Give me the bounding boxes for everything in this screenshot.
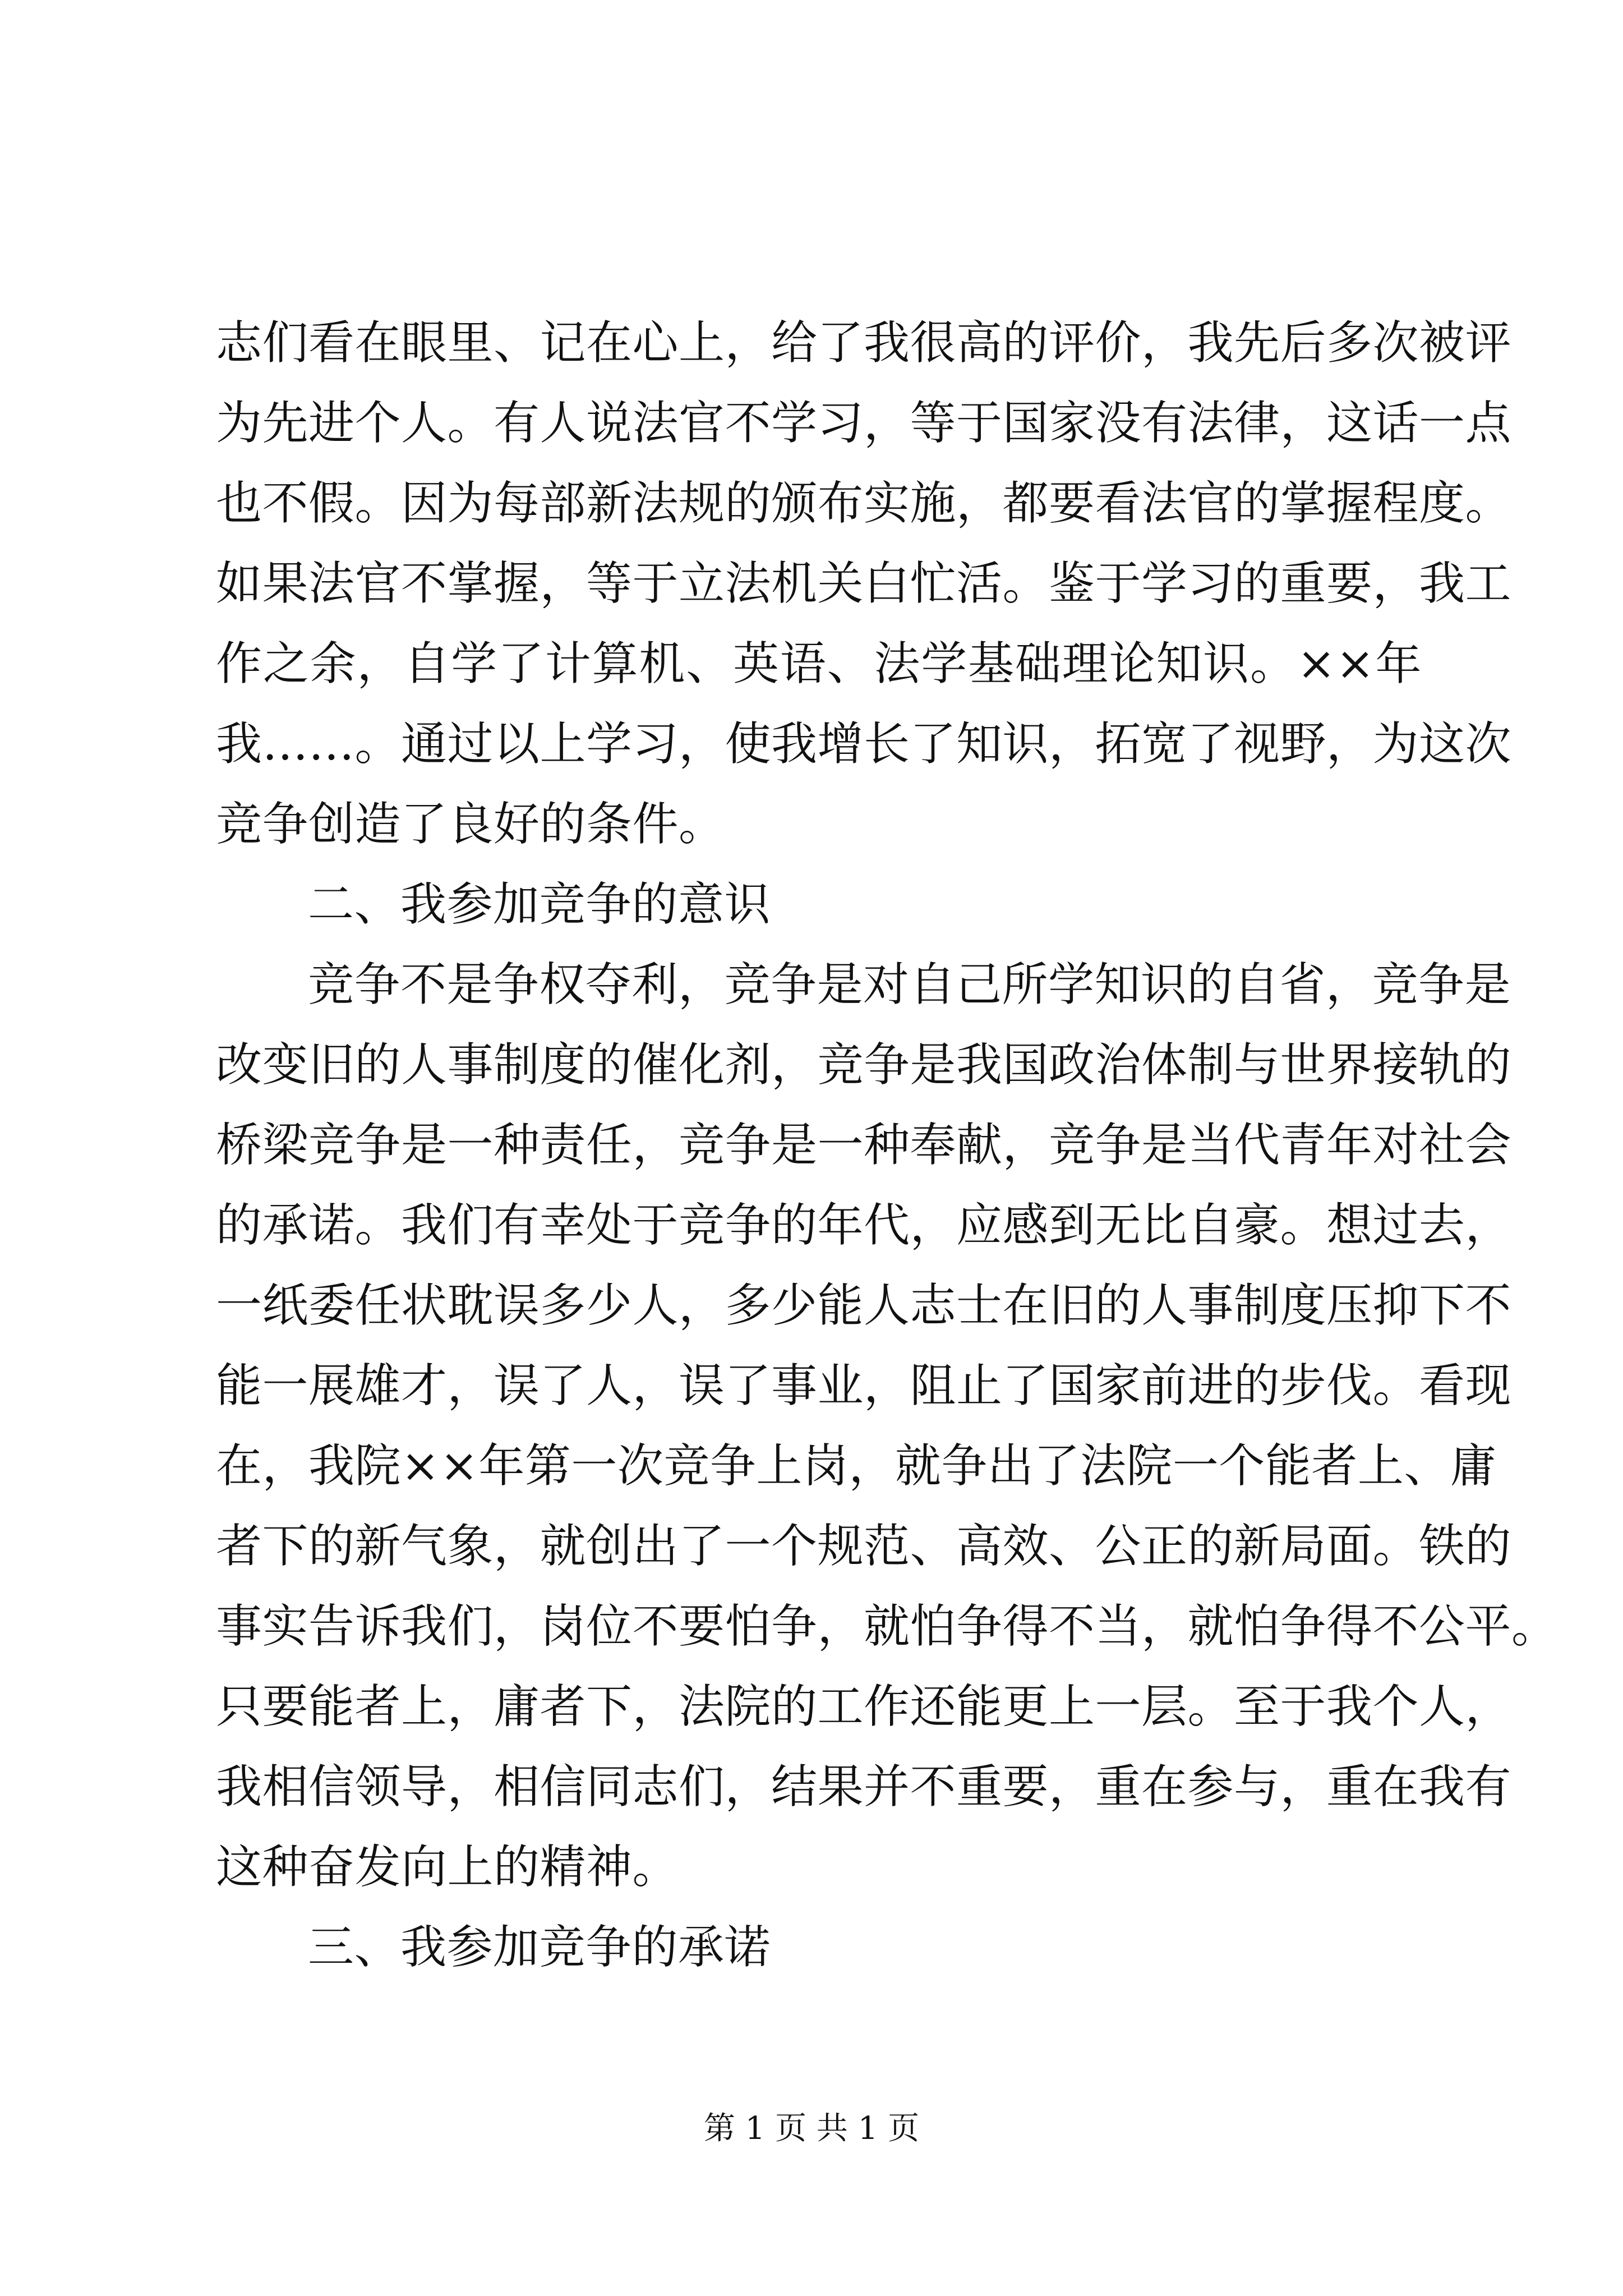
text-line: 我相信领导，相信同志们，结果并不重要，重在参与，重在我有 <box>216 1760 1512 1814</box>
text-line: 只要能者上，庸者下，法院的工作还能更上一层。至于我个人， <box>216 1680 1512 1733</box>
text-line: 竞争创造了良好的条件。 <box>216 798 725 851</box>
text-line: 的承诺。我们有幸处于竞争的年代，应感到无比自豪。想过去， <box>216 1199 1512 1252</box>
section-heading: 二、我参加竞争的意识 <box>308 878 771 931</box>
text-line: 作之余，自学了计算机、英语、法学基础理论知识。××年 <box>216 637 1422 691</box>
text-line: 一纸委任状耽误多少人，多少能人志士在旧的人事制度压抑下不 <box>216 1279 1512 1332</box>
text-line: 如果法官不掌握，等于立法机关白忙活。鉴于学习的重要，我工 <box>216 557 1512 610</box>
text-line: 改变旧的人事制度的催化剂，竞争是我国政治体制与世界接轨的 <box>216 1038 1512 1092</box>
page-number: 第 1 页 共 1 页 <box>703 2110 920 2147</box>
text-line: 事实告诉我们，岗位不要怕争，就怕争得不当，就怕争得不公平。 <box>216 1600 1558 1653</box>
text-line: 这种奋发向上的精神。 <box>216 1841 679 1894</box>
text-line: 竞争不是争权夺利，竞争是对自己所学知识的自省，竞争是 <box>308 958 1511 1011</box>
text-line: 我……。通过以上学习，使我增长了知识，拓宽了视野，为这次 <box>216 717 1512 771</box>
section-heading: 三、我参加竞争的承诺 <box>308 1921 771 1974</box>
text-line: 桥梁竞争是一种责任，竞争是一种奉献，竞争是当代青年对社会 <box>216 1119 1512 1172</box>
text-line: 在，我院××年第一次竞争上岗，就争出了法院一个能者上、庸 <box>216 1439 1497 1493</box>
text-line: 为先进个人。有人说法官不学习，等于国家没有法律，这话一点 <box>216 397 1512 450</box>
document-body <box>216 303 1558 1987</box>
text-line: 志们看在眼里、记在心上，给了我很高的评价，我先后多次被评 <box>216 316 1512 370</box>
text-line: 能一展雄才，误了人，误了事业，阻止了国家前进的步伐。看现 <box>216 1359 1512 1412</box>
text-line: 者下的新气象，就创出了一个规范、高效、公正的新局面。铁的 <box>216 1520 1512 1573</box>
page-footer <box>0 2106 1623 2151</box>
text-line: 也不假。因为每部新法规的颁布实施，都要看法官的掌握程度。 <box>216 477 1512 530</box>
